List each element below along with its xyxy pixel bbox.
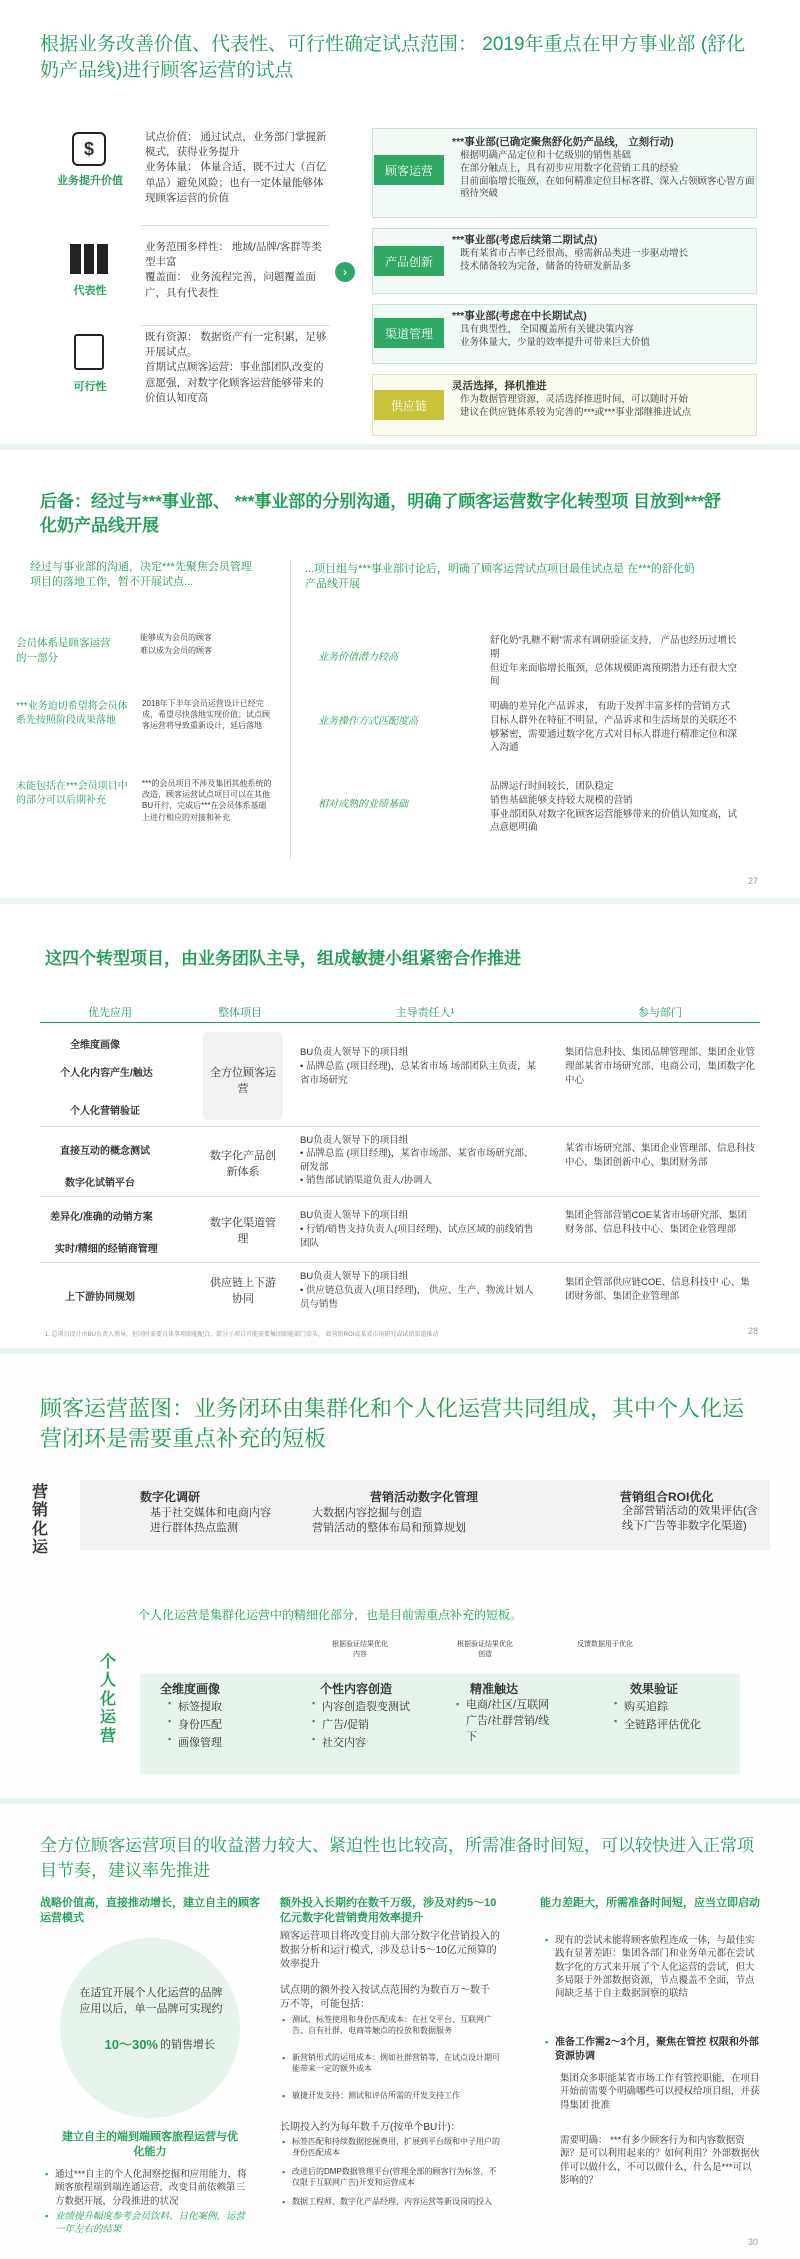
top-box-3-text: 全部营销活动的效果评估(含线下广告等非数字化渠道) — [622, 1505, 758, 1532]
col2-item2-3: ▪ 数据工程师、数字化产品经理、内容运营等新设岗的投入 — [282, 2196, 500, 2207]
right-head: ...项目组与***事业部讨论后，明确了顾客运营试点项目最佳试点是 在***的舒化奶产品线开展 — [305, 563, 695, 590]
slide-3 — [0, 904, 800, 1348]
col3-head: 能力差距大，所需准备时间短，应当立即启动 — [540, 1897, 760, 1909]
page-number: 27 — [747, 876, 758, 886]
col2-sub: 试点期的额外投入按试点范围约为数百万～数千 万不等，可能包括： — [280, 1985, 490, 2010]
right-label-2: 业务操作方式匹配度高 — [318, 716, 418, 727]
app-2a: 直接互动的概念测试 — [60, 1146, 150, 1157]
row-text-value: 试点价值： 通过试点，业务部门掌握新模式，获得业务提升 业务体量： 体量合适，既不过大（百亿单品）避免风险；也有一定体量能够体现顾客运营的价值 — [145, 131, 327, 204]
circle-text-b: 10～30% — [104, 2037, 158, 2052]
small-tag-2: 根据验证结果优化创造 — [457, 1641, 513, 1658]
bottom-box-2-title: 个性内容创造 — [320, 1682, 393, 1696]
slide-4-title: 顾客运营蓝图：业务闭环由集群化和个人化运营共同组成，其中个人化运营闭环是需要重点补充的短板 — [40, 1396, 745, 1452]
row-text-rep: 业务范围多样性： 地域/品牌/客群等类型丰富 覆盖面： 业务流程完善，问题覆盖面广，具有代表性 — [145, 241, 322, 299]
col3-item-1: ▪ 现有的尝试未能将顾客旅程连成一体，与最佳实践有显著差距：集团各部门和业务单元都在尝试数字化的方式来开展了个人化运营的尝试，但大多局限于外部数据资源，节点覆盖不全面，节点间缺乏基于自主数据洞察的联结 — [545, 1934, 760, 2000]
project-3: 数字化渠道管理 — [210, 1217, 276, 1245]
top-box-2-title: 营销活动数字化管理 — [370, 1490, 479, 1504]
row-text-feasible: 既有资源： 数据资产有一定积累，足够开展试点。 首期试点顾客运营：事业部团队改变的意愿强，对数字化顾客运营能够带来的价值认知度高 — [145, 331, 327, 404]
slide-1 — [0, 0, 800, 444]
option-3-title: ***事业部(考虑在中长期试点) — [452, 310, 587, 322]
bottom-box-1-title: 全维度画像 — [160, 1682, 221, 1696]
header-lead: 主导责任人¹ — [395, 1007, 455, 1019]
col1-head: 战略价值高，直接推动增长，建立自主的顾客运营模式 — [40, 1897, 260, 1925]
dept-2: 某省市场研究部、集团企业管理部、信息科技中心、集团创新中心、集团财务部 — [565, 1143, 756, 1168]
col3-item-3: 集团众多职能某省市场工作有管控职能，在项目开始前需要个明确哪些可以授权给项目组，并获得集团 批准 — [560, 2073, 760, 2111]
bottom-box-4-i2: ▪ 全链路评估优化 — [614, 1716, 734, 1732]
col2-item-1: ▪ 测试、标签使用和身份匹配成本：在社交平台、互联网广告、自有社群、电商等触点的投放和数据服务 — [282, 2014, 500, 2036]
option-2-text: 既有某省市占率已经很高，亟需新品类进一步驱动增长 技术储备较为完备，储备的待研发新品多 — [460, 248, 689, 272]
right-label-1: 业务价值潜力较高 — [318, 652, 398, 663]
option-1-text: 根据明确产品定位和十亿级别的销售基础 在部分触点上，具有初步应用数字化营销工具的经验 目前面临增长瓶颈，在如何精准定位目标客群、深入占领顾客心智方面亟待突破 — [460, 150, 755, 200]
row-label-value: 业务提升价值 — [57, 175, 123, 187]
divider — [290, 560, 291, 860]
option-1-title: ***事业部(已确定聚焦舒化奶产品线， 立刻行动) — [452, 136, 674, 148]
option-3-text: 具有典型性， 全国覆盖所有关键决策内容 业务体量大，少量的效率提升可带来巨大价值 — [460, 324, 651, 348]
left-text-2: 2018年下半年会员运营设计已经完成，希望尽快落地实现价值；试点顾客运营将导致重新设计，延后落地 — [142, 699, 270, 731]
personal-ops-label: 个人化运营 — [100, 1654, 117, 1745]
bottom-box-1-i1: ▪ 标签提取 — [168, 1698, 278, 1714]
col2-item-2: ▪ 新营销形式的运用成本：例如社群营销等，在试点设计期可能带来一定的额外成本 — [282, 2052, 500, 2074]
top-box-3-title: 营销组合ROI优化 — [620, 1490, 714, 1504]
app-1c: 个人化营销验证 — [70, 1106, 140, 1117]
app-4a: 上下游协同规划 — [65, 1292, 135, 1303]
app-1a: 全维度画像 — [70, 1040, 120, 1051]
right-label-3: 相对成熟的业绩基础 — [318, 799, 408, 810]
bottom-box-3-i1: ▪ 电商/社区/互联网广告/社群营销/线下 — [456, 1698, 560, 1746]
header-project: 整体项目 — [218, 1007, 262, 1019]
page-number: 28 — [747, 1326, 758, 1336]
slide-5-title: 全方位顾客运营项目的收益潜力较大、紧迫性也比较高，所需准备时间短，可以较快进入正常项目节奏，建议率先推进 — [40, 1836, 754, 1880]
row-label-feasible: 可行性 — [73, 381, 107, 393]
page-number: 30 — [747, 2237, 758, 2247]
circle-text-a: 在适宜开展个人化运营的品牌应用以后，单一品牌可实现约 — [79, 1987, 223, 2015]
slide-5 — [0, 1804, 800, 2259]
small-tag-3: 反馈数据用于优化 — [577, 1641, 633, 1648]
app-2b: 数字化试销平台 — [65, 1178, 135, 1189]
slide-1-title: 根据业务改善价值、代表性、可行性确定试点范围： 2019年重点在甲方事业部 (舒化奶产品线)进行顾客运营的试点 — [40, 34, 746, 81]
bottom-box-1-i3: ▪ 画像管理 — [168, 1734, 278, 1750]
left-head: 经过与事业部的沟通，决定***先聚焦会员管理项目的落地工作，暂不开展试点... — [30, 561, 252, 588]
left-label-3: 未能包括在***会员项目中的部分可以后期补充 — [16, 781, 128, 806]
bottom-box-4-title: 效果验证 — [630, 1682, 679, 1696]
col2-sub2: 长期投入约为每年数千万(按单个BU计)： — [280, 2122, 461, 2133]
left-label-1: 会员体系是顾客运营的一部分 — [16, 637, 111, 664]
app-3b: 实时/精细的经销商管理 — [55, 1244, 158, 1255]
app-1b: 个人化内容产生/触达 — [60, 1068, 153, 1079]
mid-text: 个人化运营是集群化运营中的精细化部分，也是目前需重点补充的短板。 — [138, 1608, 523, 1622]
group-ops-label: 营销化运 — [32, 1484, 49, 1557]
right-text-2: 明确的差异化产品诉求， 有助于发挥丰富多样的营销方式 目标人群外在特征不明显，产品诉求和生活场景的关联还不够紧密，需要通过数字化方式对目标人群进行精准定位和深入沟通 — [490, 701, 738, 754]
right-text-1: 舒化奶“乳糖不耐”需求有调研验证支持， 产品也经历过增长期 但近年来面临增长瓶颈，总体规模距离预期潜力还有很大空间 — [490, 635, 738, 688]
col3-item-2: ▪ 准备工作需2～3个月，聚焦在管控 权限和外部资源协调 — [545, 2036, 760, 2064]
row-label-rep: 代表性 — [73, 285, 107, 297]
left-text-1: 能够成为会员的顾客 难以成为会员的顾客 — [140, 633, 212, 655]
col2-head: 额外投入长期约在数千万级，涉及对约5～10亿元数字化营销费用效率提升 — [280, 1897, 497, 1925]
bottom-box-1-i2: ▪ 身份匹配 — [168, 1716, 278, 1732]
col1-item-2: ▪ 业绩提升幅度参考会员饮料、日化案例，运营一年左右的结果 — [45, 2210, 250, 2237]
bottom-box-4-i1: ▪ 购买追踪 — [614, 1698, 734, 1714]
slide-3-title: 这四个转型项目，由业务团队主导，组成敏捷小组紧密合作推进 — [45, 949, 521, 968]
circle-text-c: 的销售增长 — [160, 2039, 215, 2051]
bottom-box-2-i1: ▪ 内容创造裂变测试 — [312, 1698, 442, 1714]
slide-2 — [0, 450, 800, 898]
dept-1: 集团信息科技、集团品牌管理部、集团企业管理部某省市场研究部、电商公司，集团数字化中心 — [565, 1047, 756, 1086]
arrow-right-icon: › — [335, 262, 355, 282]
col1-sub: 建立自主的端到端顾客旅程运营与优化能力 — [62, 2131, 238, 2159]
header-apps: 优先应用 — [88, 1007, 132, 1019]
project-1: 全方位顾客运营 — [210, 1067, 276, 1095]
top-box-1-title: 数字化调研 — [140, 1490, 201, 1504]
left-text-3: ***的会员项目不涉及集团其他系统的改造，顾客运营试点项目可以在其他BU开行，完成后***在会员体系基础上进行相应的对接和补充 — [142, 779, 272, 822]
clipboard-icon — [74, 334, 104, 370]
left-label-2: ***业务迫切希望将会员体系先按照阶段成果落地 — [16, 701, 128, 726]
lead-4: BU负责人领导下的项目组 • 供应链总负责人(项目经理)， 供应、生产、物流计划人员与销售 — [300, 1271, 534, 1310]
col2-item-3: ▪ 敏捷开发支持：测试和评估所需的开发支持工作 — [282, 2090, 500, 2101]
bottom-box-2-i3: ▪ 社交内容 — [312, 1734, 442, 1750]
col3-item-4: 需要明确： ***有多少顾客行为和内容数据资源？是可以利用起来的？如何利用？外部数据伙伴可以做什么，不可以做什么，什么是***可以影响的？ — [560, 2135, 760, 2186]
col2-intro: 顾客运营项目将改变目前大部分数字化营销投入的数据分析和运行模式，涉及总计5～10亿元预算的效率提升 — [280, 1931, 500, 1970]
lead-2: BU负责人领导下的项目组 • 品牌总监 (项目经理)，某省市场部、某省市场研究部、研发部 • 销售部试销渠道负责人/协调人 — [300, 1135, 534, 1186]
project-4: 供应链上下游协同 — [210, 1277, 276, 1305]
growth-circle — [60, 1938, 240, 2118]
small-tag-1: 根据验证结果优化内容 — [332, 1641, 388, 1658]
binder-icon — [70, 244, 108, 274]
option-4-title: 灵活选择，择机推进 — [452, 380, 547, 392]
project-2: 数字化产品创新体系 — [210, 1150, 276, 1178]
app-3a: 差异化/准确的动销方案 — [50, 1212, 153, 1223]
footnote: 1. 总项目设计由BU负责人领导，但同时需要具体事项职能配合，部分子项目可能需要集团职能部门牵头， 如营销ROI或某省市场研究或试销渠道推动 — [45, 1332, 439, 1338]
slide-4 — [0, 1354, 800, 1798]
option-4-text: 作为数据管理资源，灵活选择推进时间，可以随时开始 建议在供应链体系较为完善的***或***事业部继推进试点 — [460, 394, 692, 418]
top-box-2-text: 大数据内容挖掘与创造 营销活动的整体布局和预算规划 — [312, 1507, 466, 1535]
option-2-title: ***事业部(考虑后续第二期试点) — [452, 234, 598, 246]
money-hand-icon: $ — [72, 132, 106, 166]
col2-item2-1: ▪ 标签匹配和持续数据挖掘费用，扩展到平台级和中子用户的身份匹配成本 — [282, 2136, 500, 2158]
top-box-1-text: 基于社交媒体和电商内容进行群体热点监测 — [150, 1507, 271, 1535]
bottom-box-3-title: 精准触达 — [470, 1682, 519, 1696]
tag-supply: 供应链 — [374, 390, 444, 420]
col2-item2-2: ▪ 改进后的DMP数据管理平台(管理全部的顾客行为标签，不仅限于互联网广告)开发和运营成本 — [282, 2166, 500, 2188]
tag-customer-ops: 顾客运营 — [374, 155, 444, 185]
slide-2-title: 后备：经过与***事业部、 ***事业部的分别沟通，明确了顾客运营数字化转型项 目放到***舒化奶产品线开展 — [40, 492, 721, 535]
col1-item-1: ▪ 通过***自主的个人化洞察挖掘和应用能力，将顾客旅程端到端连通运营，改变目前依赖第三方数据开展，分段推进的状况 — [45, 2168, 250, 2208]
bottom-box-2-i2: ▪ 广告/促销 — [312, 1716, 442, 1732]
lead-3: BU负责人领导下的项目组 • 行销/销售支持负责人(项目经理)、试点区域的前线销售团队 — [300, 1210, 534, 1249]
header-dept: 参与部门 — [638, 1007, 682, 1019]
tag-channel: 渠道管理 — [374, 318, 444, 348]
tag-product-innov: 产品创新 — [374, 246, 444, 276]
right-text-3: 品牌运行时间较长，团队稳定 销售基础能够支持较大规模的营销 事业部团队对数字化顾客运营能够带来的价值认知度高，试点意愿明确 — [490, 781, 738, 834]
lead-1: BU负责人领导下的项目组 • 品牌总监 (项目经理)，总某省市场 场部团队主负责，某省市场研究 — [300, 1047, 537, 1086]
dept-4: 集团企管部供应链COE、信息科技中 心、集团财务部、集团企业管理部 — [565, 1277, 750, 1302]
dept-3: 集团企管部营销COE某省市场研究部、集团财务部、信息科技中心、集团企业管理部 — [565, 1210, 748, 1235]
